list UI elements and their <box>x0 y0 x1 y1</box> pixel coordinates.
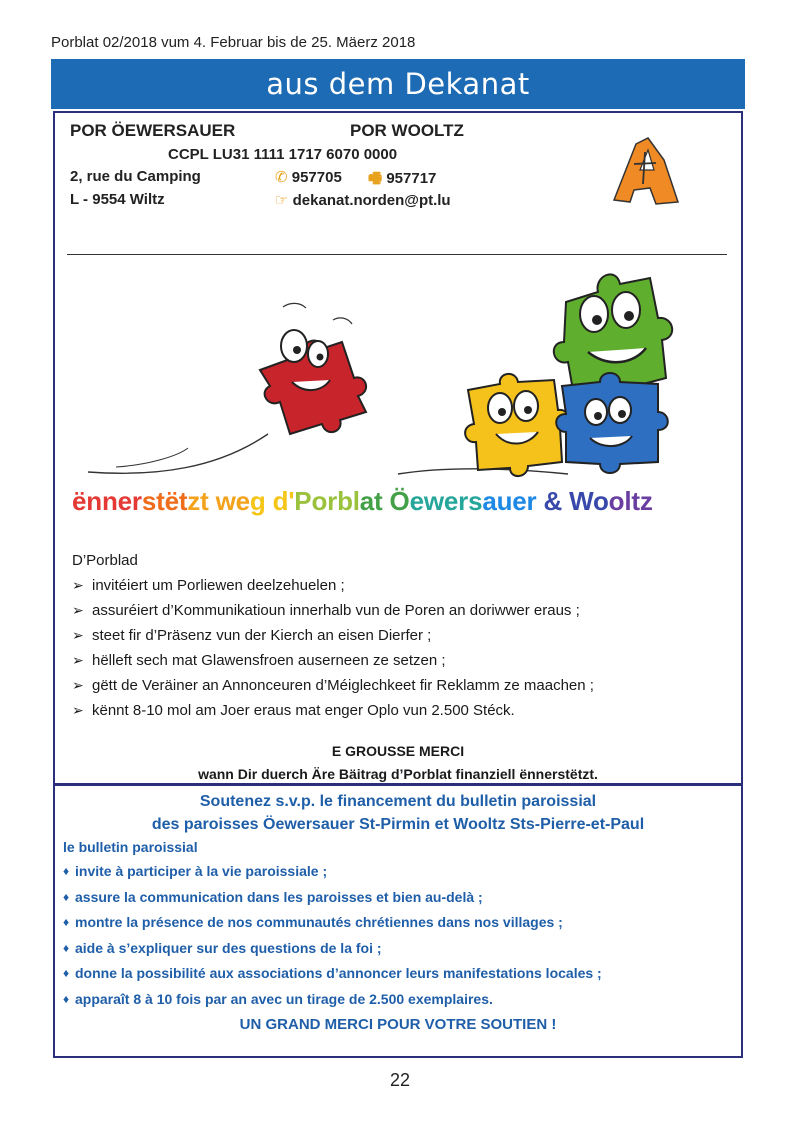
org-left: POR ÖEWERSAUER <box>70 121 236 140</box>
thanks-text: wann Dir duerch Äre Bäitrag d’Porblat finanziell ënnerstëtzt. <box>198 766 598 782</box>
arrow-bullet-icon: ➢ <box>72 702 84 718</box>
dekanat-logo <box>604 130 686 208</box>
arrow-bullet-icon: ➢ <box>72 652 84 668</box>
fax-line <box>368 168 436 193</box>
arrow-bullet-icon: ➢ <box>72 602 84 618</box>
list-item: ➢ steet fir d’Präsenz vun der Kierch an eisen Dierfer ; <box>72 623 594 648</box>
list-item: ➢ hëlleft sech mat Glawensfroen auserneen ze setzen ; <box>72 648 594 673</box>
address-city: L - 9554 Wiltz <box>70 191 165 208</box>
list-item: ➢ invitéiert um Porliewen deelzehuelen ; <box>72 573 594 598</box>
list-item: ♦ assure la communication dans les paroisses et bien au-delà ; <box>63 885 602 911</box>
diamond-bullet-icon: ♦ <box>63 915 70 930</box>
thanks-title: E GROUSSE MERCI <box>331 743 465 759</box>
list-item: ♦ montre la présence de nos communautés chrétiennes dans nos villages ; <box>63 910 602 936</box>
email-address[interactable]: dekanat.norden@pt.lu <box>292 192 451 209</box>
slogan-rainbow-text: ënnerstëtzt weg d'Porblat Öewersauer & Wooltz <box>72 486 653 516</box>
list-item: ♦ aide à s’expliquer sur des questions de la foi ; <box>63 936 602 962</box>
final-thanks: UN GRAND MERCI POUR VOTRE SOUTIEN ! <box>239 1016 557 1033</box>
email-line <box>275 191 451 209</box>
fax-number: 957717 <box>386 170 437 187</box>
list-item: ➢ kënnt 8-10 mol am Joer eraus mat enger Oplo vun 2.500 Stéck. <box>72 698 594 723</box>
email-hand-icon: ☞ <box>275 192 289 209</box>
list-item: ➢ assuréiert d’Kommunikatioun innerhalb vun de Poren an doriwwer eraus ; <box>72 598 594 623</box>
diamond-bullet-icon: ♦ <box>63 966 70 981</box>
list-lead: D’Porblad <box>72 552 138 569</box>
divider-line <box>67 254 727 255</box>
luxembourgish-list <box>72 548 594 723</box>
red-puzzle-piece <box>260 330 366 434</box>
french-heading-line2: des paroisses Öewersauer St-Pirmin et Wooltz Sts-Pierre-et-Paul <box>151 816 645 833</box>
french-heading-line1: Soutenez s.v.p. le financement du bulletin paroissial <box>199 793 597 810</box>
phone-icon: ✆ <box>275 169 288 186</box>
running-header: Porblat 02/2018 vum 4. Februar bis de 25. Mäerz 2018 <box>51 34 416 51</box>
diamond-bullet-icon: ♦ <box>63 864 70 878</box>
phone-line <box>275 168 342 186</box>
list-item: ♦ apparaît 8 à 10 fois par an avec un tirage de 2.500 exemplaires. <box>63 987 602 1013</box>
phone-number: 957705 <box>291 169 342 186</box>
section-title: aus dem Dekanat <box>266 67 530 101</box>
blue-puzzle-piece <box>556 373 668 473</box>
page-number: 22 <box>389 1070 411 1090</box>
list-item: ♦ invite à participer à la vie paroissiale ; <box>63 859 602 885</box>
arrow-bullet-icon: ➢ <box>72 677 84 693</box>
arrow-bullet-icon: ➢ <box>72 577 84 593</box>
address-street: 2, rue du Camping <box>70 168 201 185</box>
diamond-bullet-icon: ♦ <box>63 991 70 1006</box>
french-list <box>63 836 602 1013</box>
puzzle-illustration <box>68 262 728 484</box>
diamond-bullet-icon: ♦ <box>63 889 70 904</box>
list-item: ➢ gëtt de Veräiner an Annonceuren d’Méiglechkeet fir Reklamm ze maachen ; <box>72 673 594 698</box>
section-banner <box>51 59 745 109</box>
diamond-bullet-icon: ♦ <box>63 940 70 955</box>
arrow-bullet-icon: ➢ <box>72 627 84 643</box>
list-lead: le bulletin paroissial <box>63 839 198 855</box>
fax-icon: 🖷 <box>368 170 383 187</box>
yellow-puzzle-piece <box>465 374 569 476</box>
list-item: ♦ donne la possibilité aux associations d’annoncer leurs manifestations locales ; <box>63 961 602 987</box>
bank-account: CCPL LU31 1111 1717 6070 0000 <box>168 146 398 163</box>
org-right: POR WOOLTZ <box>350 121 464 140</box>
